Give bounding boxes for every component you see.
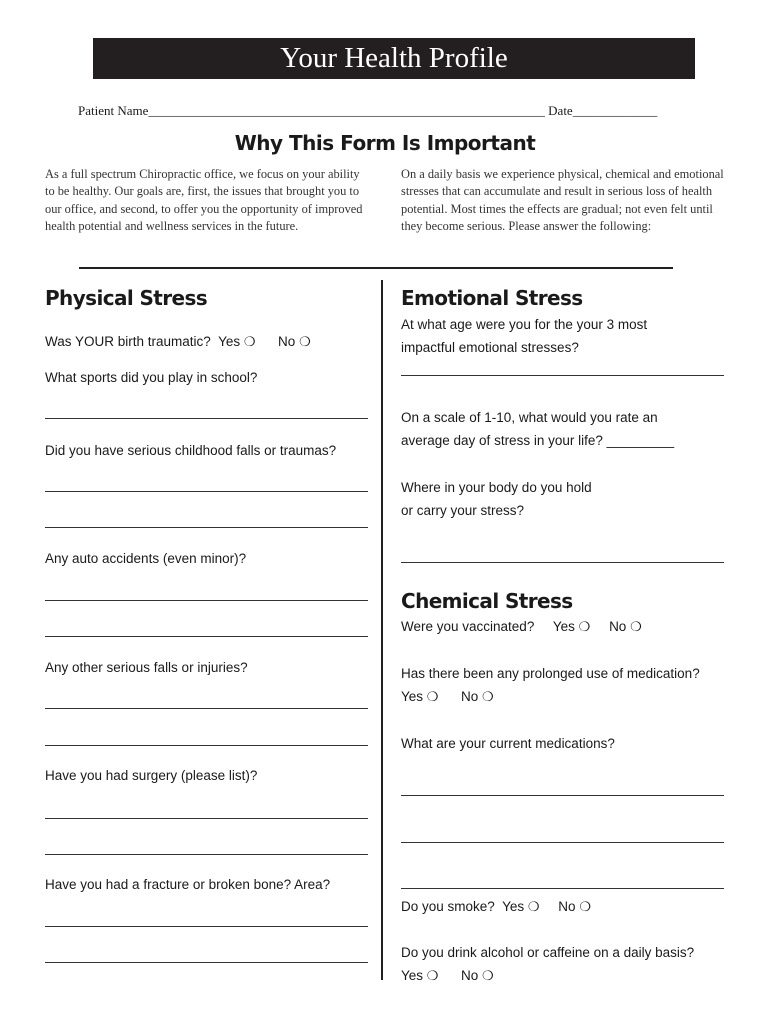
radio-circle-icon: ❍ — [426, 689, 439, 704]
other-injuries-answer-line[interactable] — [45, 708, 368, 709]
radio-circle-icon: ❍ — [630, 619, 642, 634]
current-medications-question: What are your current medications? — [401, 736, 615, 751]
birth-yes-option[interactable] — [218, 334, 255, 349]
stress-scale-question-line2: average day of stress in your life? _________ — [401, 433, 675, 448]
alcohol-options — [401, 968, 494, 984]
emotional-stress-heading: Emotional Stress — [401, 286, 583, 310]
medication-yes-option[interactable] — [401, 689, 438, 704]
radio-circle-icon: ❍ — [527, 899, 540, 914]
radio-circle-icon: ❍ — [579, 899, 591, 914]
current-medications-answer-line[interactable] — [401, 795, 724, 796]
yes-label: Yes — [502, 899, 525, 914]
column-divider — [381, 280, 383, 980]
yes-label: Yes — [401, 968, 424, 983]
surgery-question: Have you had surgery (please list)? — [45, 768, 258, 783]
fracture-question: Have you had a fracture or broken bone? Area? — [45, 877, 331, 892]
intro-left-paragraph: As a full spectrum Chiropractic office, we focus on your ability to be healthy. Our goals are, first, the issues that brought you to our office, and second, to offer you the opportunity of improved health potential and wellness services in the future. — [45, 167, 363, 233]
no-label: No — [278, 334, 296, 349]
radio-circle-icon: ❍ — [482, 689, 494, 704]
yes-label: Yes — [401, 689, 424, 704]
alcohol-yes-option[interactable] — [401, 968, 438, 983]
birth-question-text: Was YOUR birth traumatic? — [45, 334, 211, 349]
patient-info-line — [78, 103, 657, 119]
chemical-stress-heading: Chemical Stress — [401, 589, 573, 613]
auto-question: Any auto accidents (even minor)? — [45, 551, 247, 566]
yes-label: Yes — [552, 619, 575, 634]
date-label: Date — [548, 103, 573, 118]
yes-label: Yes — [218, 334, 241, 349]
emotional-age-question-line2: impactful emotional stresses? — [401, 340, 579, 355]
current-medications-answer-line[interactable] — [401, 842, 724, 843]
section-divider — [79, 267, 673, 269]
emotional-age-answer-line[interactable] — [401, 375, 724, 376]
stress-location-question-line1: Where in your body do you hold — [401, 480, 592, 495]
no-label: No — [460, 689, 479, 704]
no-label: No — [460, 968, 479, 983]
patient-name-label: Patient Name — [78, 103, 149, 118]
intro-right-paragraph: On a daily basis we experience physical, chemical and emotional stresses that can accumulate and result in serious loss of health potential. Most times the effects are gradual; not even felt until they become serious. Please answer the following: — [401, 167, 724, 233]
no-label: No — [558, 899, 576, 914]
auto-answer-line[interactable] — [45, 636, 368, 637]
radio-circle-icon: ❍ — [482, 968, 494, 983]
date-field[interactable]: _____________ — [572, 103, 658, 118]
smoke-question — [401, 899, 591, 915]
medication-no-option[interactable] — [461, 689, 494, 704]
surgery-answer-line[interactable] — [45, 818, 368, 819]
smoke-no-option[interactable] — [558, 899, 591, 914]
stress-scale-question-line1: On a scale of 1-10, what would you rate an — [401, 410, 658, 425]
no-label: No — [609, 619, 627, 634]
vaccinated-no-option[interactable] — [609, 619, 642, 634]
alcohol-no-option[interactable] — [461, 968, 494, 983]
vaccinated-yes-option[interactable] — [553, 619, 590, 634]
sports-question: What sports did you play in school? — [45, 370, 258, 385]
current-medications-answer-line[interactable] — [401, 888, 724, 889]
fracture-answer-line[interactable] — [45, 926, 368, 927]
auto-answer-line[interactable] — [45, 600, 368, 601]
sports-answer-line[interactable] — [45, 418, 368, 419]
other-injuries-answer-line[interactable] — [45, 745, 368, 746]
radio-circle-icon: ❍ — [426, 968, 439, 983]
alcohol-question: Do you drink alcohol or caffeine on a daily basis? — [401, 945, 695, 960]
patient-name-field[interactable]: _____________________________________________________________ — [148, 103, 545, 118]
stress-location-question-line2: or carry your stress? — [401, 503, 525, 518]
birth-question — [45, 334, 311, 350]
falls-question: Did you have serious childhood falls or traumas? — [45, 443, 337, 458]
physical-stress-heading: Physical Stress — [45, 286, 208, 310]
other-injuries-question: Any other serious falls or injuries? — [45, 660, 248, 675]
radio-circle-icon: ❍ — [578, 619, 591, 634]
medication-use-question: Has there been any prolonged use of medication? — [401, 666, 700, 681]
vaccinated-question — [401, 619, 642, 635]
vaccinated-question-text: Were you vaccinated? — [401, 619, 535, 634]
why-heading: Why This Form Is Important — [234, 131, 536, 155]
smoke-yes-option[interactable] — [502, 899, 539, 914]
radio-circle-icon: ❍ — [299, 334, 311, 349]
falls-answer-line[interactable] — [45, 527, 368, 528]
falls-answer-line[interactable] — [45, 491, 368, 492]
emotional-age-question-line1: At what age were you for the your 3 most — [401, 317, 648, 332]
form-title-banner — [93, 38, 695, 79]
form-title: Your Health Profile — [280, 42, 508, 74]
surgery-answer-line[interactable] — [45, 854, 368, 855]
birth-no-option[interactable] — [278, 334, 311, 349]
radio-circle-icon: ❍ — [243, 334, 256, 349]
smoke-question-text: Do you smoke? — [401, 899, 495, 914]
medication-use-options — [401, 689, 494, 705]
fracture-answer-line[interactable] — [45, 962, 368, 963]
stress-location-answer-line[interactable] — [401, 562, 724, 563]
